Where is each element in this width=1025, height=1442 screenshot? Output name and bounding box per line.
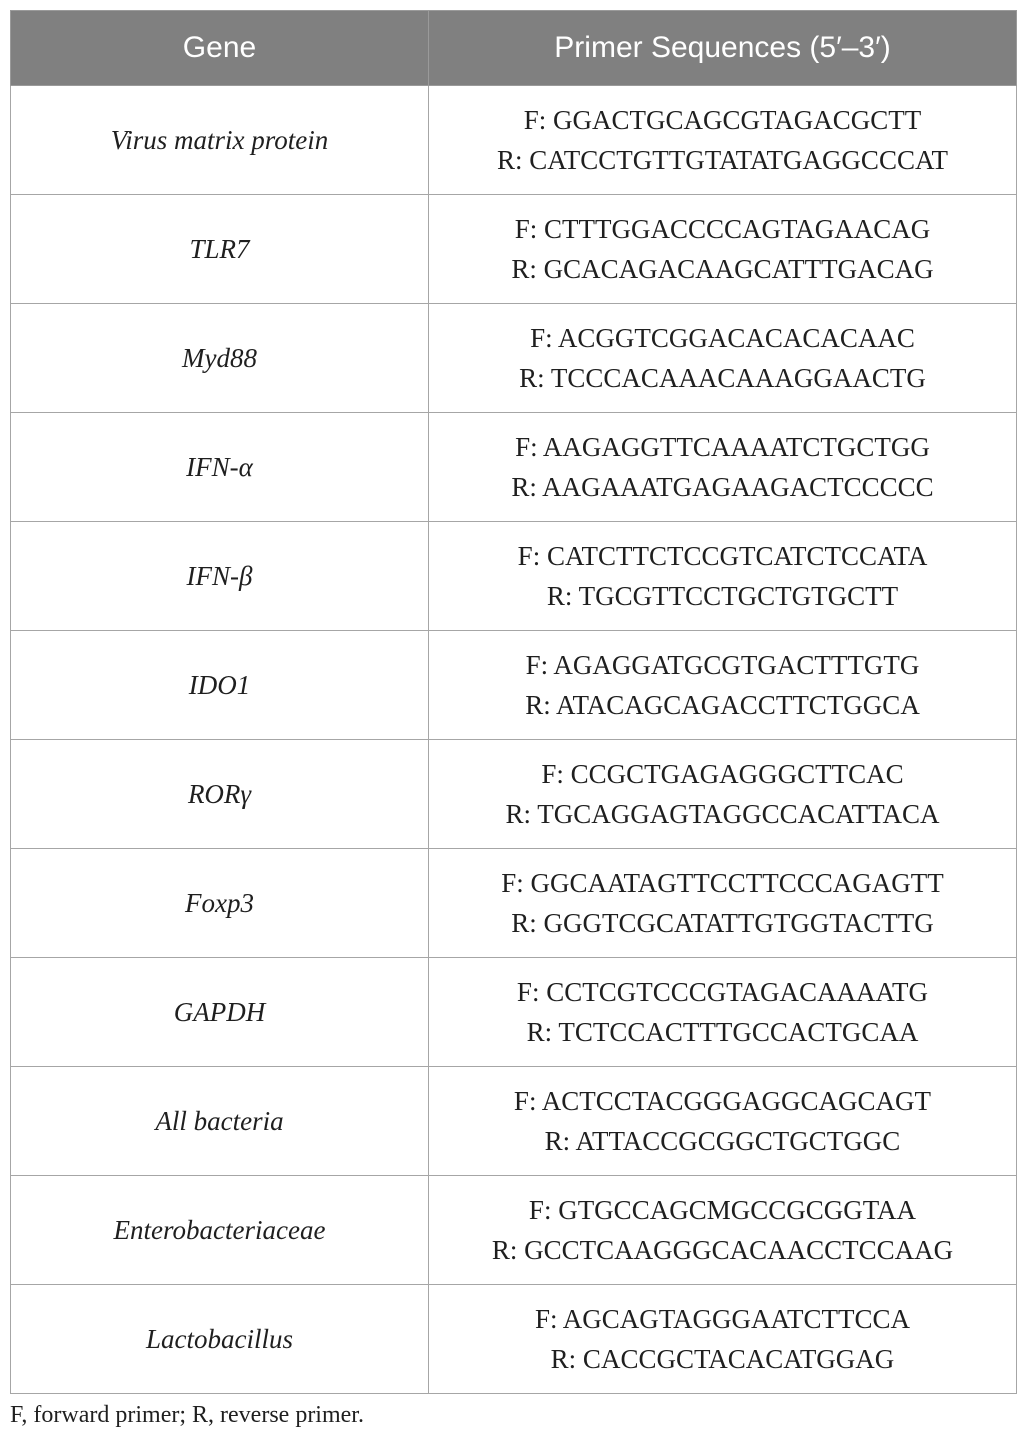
primer-sequence-cell xyxy=(429,86,1017,195)
reverse-primer: R: TCCCACAAACAAAGGAACTG xyxy=(519,363,926,393)
primer-sequence-cell xyxy=(429,631,1017,740)
sequences-column-header: Primer Sequences (5′–3′) xyxy=(429,11,1017,86)
table-row xyxy=(11,849,1017,958)
reverse-primer: R: TCTCCACTTTGCCACTGCAA xyxy=(526,1017,919,1047)
primer-sequence-cell xyxy=(429,522,1017,631)
gene-name-cell: All bacteria xyxy=(11,1067,429,1176)
table-row xyxy=(11,958,1017,1067)
reverse-primer: R: AAGAAATGAGAAGACTCCCCC xyxy=(511,472,934,502)
primer-sequence-cell xyxy=(429,195,1017,304)
primer-table-container xyxy=(10,10,1016,1394)
forward-primer: F: CCGCTGAGAGGGCTTCAC xyxy=(541,759,904,789)
primer-sequence-cell xyxy=(429,1176,1017,1285)
table-row xyxy=(11,195,1017,304)
table-row xyxy=(11,740,1017,849)
gene-name-cell: Lactobacillus xyxy=(11,1285,429,1394)
reverse-primer: R: CATCCTGTTGTATATGAGGCCCAT xyxy=(497,145,948,175)
primer-sequence-cell xyxy=(429,304,1017,413)
forward-primer: F: AGAGGATGCGTGACTTTGTG xyxy=(525,650,920,680)
gene-name-cell: GAPDH xyxy=(11,958,429,1067)
reverse-primer: R: ATACAGCAGACCTTCTGGCA xyxy=(525,690,920,720)
table-row xyxy=(11,522,1017,631)
table-row xyxy=(11,86,1017,195)
forward-primer: F: GGACTGCAGCGTAGACGCTT xyxy=(523,105,922,135)
table-header xyxy=(11,11,1017,86)
forward-primer: F: GGCAATAGTTCCTTCCCAGAGTT xyxy=(501,868,944,898)
gene-column-header: Gene xyxy=(11,11,429,86)
forward-primer: F: CTTTGGACCCCAGTAGAACAG xyxy=(514,214,931,244)
forward-primer: F: AGCAGTAGGGAATCTTCCA xyxy=(534,1304,911,1334)
header-row xyxy=(11,11,1017,86)
reverse-primer: R: ATTACCGCGGCTGCTGGC xyxy=(544,1126,901,1156)
reverse-primer: R: GCACAGACAAGCATTTGACAG xyxy=(511,254,934,284)
table-footnote: F, forward primer; R, reverse primer. xyxy=(10,1402,364,1428)
table-row xyxy=(11,1176,1017,1285)
gene-name-cell: TLR7 xyxy=(11,195,429,304)
table-row xyxy=(11,413,1017,522)
reverse-primer: R: CACCGCTACACATGGAG xyxy=(550,1344,895,1374)
primer-sequence-cell xyxy=(429,1067,1017,1176)
gene-name-cell: Foxp3 xyxy=(11,849,429,958)
forward-primer: F: ACGGTCGGACACACACAAC xyxy=(530,323,915,353)
table-row xyxy=(11,1285,1017,1394)
gene-name-cell: Virus matrix protein xyxy=(11,86,429,195)
forward-primer: F: CCTCGTCCCGTAGACAAAATG xyxy=(516,977,929,1007)
reverse-primer: R: TGCGTTCCTGCTGTGCTT xyxy=(546,581,899,611)
table-row xyxy=(11,304,1017,413)
table-body xyxy=(11,86,1017,1394)
gene-name-cell: IDO1 xyxy=(11,631,429,740)
primer-table xyxy=(10,10,1017,1394)
primer-sequence-cell xyxy=(429,413,1017,522)
forward-primer: F: ACTCCTACGGGAGGCAGCAGT xyxy=(513,1086,932,1116)
gene-name-cell: Enterobacteriaceae xyxy=(11,1176,429,1285)
gene-name-cell: IFN-α xyxy=(11,413,429,522)
reverse-primer: R: TGCAGGAGTAGGCCACATTACA xyxy=(505,799,940,829)
table-row xyxy=(11,631,1017,740)
forward-primer: F: GTGCCAGCMGCCGCGGTAA xyxy=(528,1195,917,1225)
primer-sequence-cell xyxy=(429,1285,1017,1394)
gene-name-cell: RORγ xyxy=(11,740,429,849)
primer-sequence-cell xyxy=(429,740,1017,849)
primer-sequence-cell xyxy=(429,958,1017,1067)
gene-name-cell: Myd88 xyxy=(11,304,429,413)
primer-sequence-cell xyxy=(429,849,1017,958)
gene-name-cell: IFN-β xyxy=(11,522,429,631)
forward-primer: F: CATCTTCTCCGTCATCTCCATA xyxy=(517,541,928,571)
reverse-primer: R: GGGTCGCATATTGTGGTACTTG xyxy=(511,908,934,938)
reverse-primer: R: GCCTCAAGGGCACAACCTCCAAG xyxy=(491,1235,954,1265)
forward-primer: F: AAGAGGTTCAAAATCTGCTGG xyxy=(515,432,930,462)
table-row xyxy=(11,1067,1017,1176)
